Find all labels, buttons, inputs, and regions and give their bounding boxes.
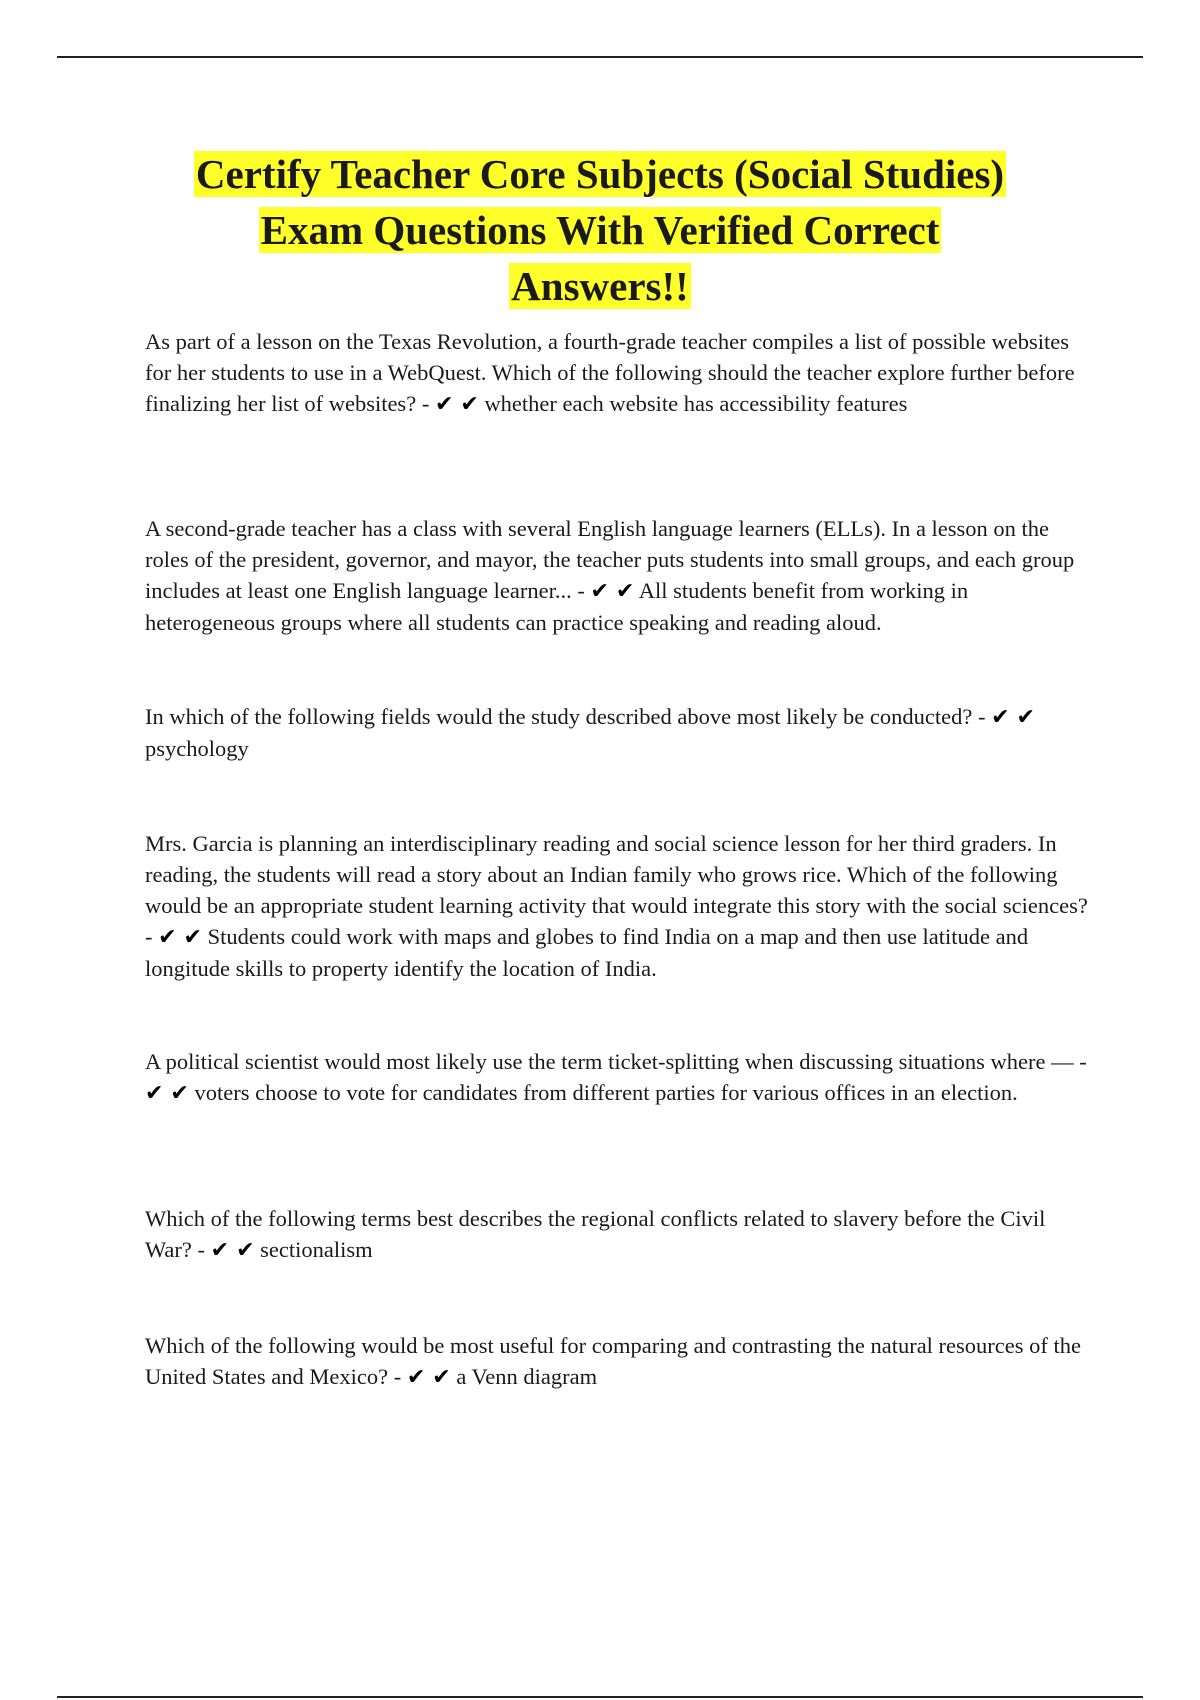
- question-text: A political scientist would most likely use the term ticket-splitting when discussing situations where —: [145, 1049, 1074, 1074]
- answer-text: All students benefit from working in heterogeneous groups where all students can practice speaking and reading aloud.: [145, 578, 969, 635]
- answer-text: a Venn diagram: [456, 1364, 598, 1389]
- check-icon: ✔ ✔: [434, 392, 479, 417]
- check-icon: ✔ ✔: [991, 705, 1035, 730]
- question-text: Mrs. Garcia is planning an interdisciplinary reading and social science lesson for her third graders. In reading, the students will read a story about an Indian family who grows rice. Which of the following would be an appropriate student learning activity that would integrate this story with the social sciences?: [145, 831, 1088, 918]
- title-line-2: Exam Questions With Verified Correct: [260, 207, 940, 253]
- separator: -: [571, 578, 591, 603]
- check-icon: ✔ ✔: [406, 1365, 451, 1390]
- title-line-3: Answers!!: [511, 263, 689, 309]
- document-title: [100, 146, 1100, 314]
- qa-item-3: [145, 701, 1090, 764]
- separator: -: [1073, 1049, 1087, 1074]
- title-line-1: Certify Teacher Core Subjects (Social Studies): [195, 151, 1005, 197]
- answer-text: psychology: [145, 736, 249, 761]
- qa-item-1: [145, 326, 1090, 420]
- answer-text: Students could work with maps and globes to find India on a map and then use latitude and longitude skills to property identify the location of India.: [145, 924, 1029, 981]
- separator: -: [972, 704, 992, 729]
- question-text: As part of a lesson on the Texas Revolution, a fourth-grade teacher compiles a list of possible websites for her students to use in a WebQuest. Which of the following should the teacher explore further before finalizing her list of websites?: [145, 329, 1075, 416]
- question-text: Which of the following would be most useful for comparing and contrasting the natural resources of the United States and Mexico?: [145, 1333, 1081, 1389]
- check-icon: ✔ ✔: [158, 925, 202, 950]
- separator: -: [416, 391, 435, 416]
- question-text: Which of the following terms best describes the regional conflicts related to slavery before the Civil War?: [145, 1206, 1046, 1262]
- qa-item-5: [145, 1046, 1090, 1109]
- check-icon: ✔ ✔: [590, 579, 635, 604]
- separator: -: [145, 924, 159, 949]
- answer-text: voters choose to vote for candidates from different parties for various offices in an election.: [194, 1080, 1018, 1105]
- qa-item-2: [145, 513, 1090, 638]
- check-icon: ✔ ✔: [145, 1081, 189, 1106]
- qa-item-4: [145, 828, 1090, 984]
- question-text: A second-grade teacher has a class with several English language learners (ELLs). In a lesson on the roles of the president, governor, and mayor, the teacher puts students into small groups, and each group includes at least one English language learner...: [145, 516, 1075, 603]
- qa-item-7: [145, 1330, 1090, 1393]
- top-rule: [57, 56, 1143, 58]
- separator: -: [191, 1237, 211, 1262]
- bottom-rule: [57, 1696, 1143, 1698]
- question-text: In which of the following fields would the study described above most likely be conducted?: [145, 704, 973, 729]
- answer-text: whether each website has accessibility features: [484, 391, 908, 416]
- check-icon: ✔ ✔: [210, 1238, 255, 1263]
- separator: -: [388, 1364, 407, 1389]
- qa-item-6: [145, 1203, 1090, 1266]
- answer-text: sectionalism: [260, 1237, 373, 1262]
